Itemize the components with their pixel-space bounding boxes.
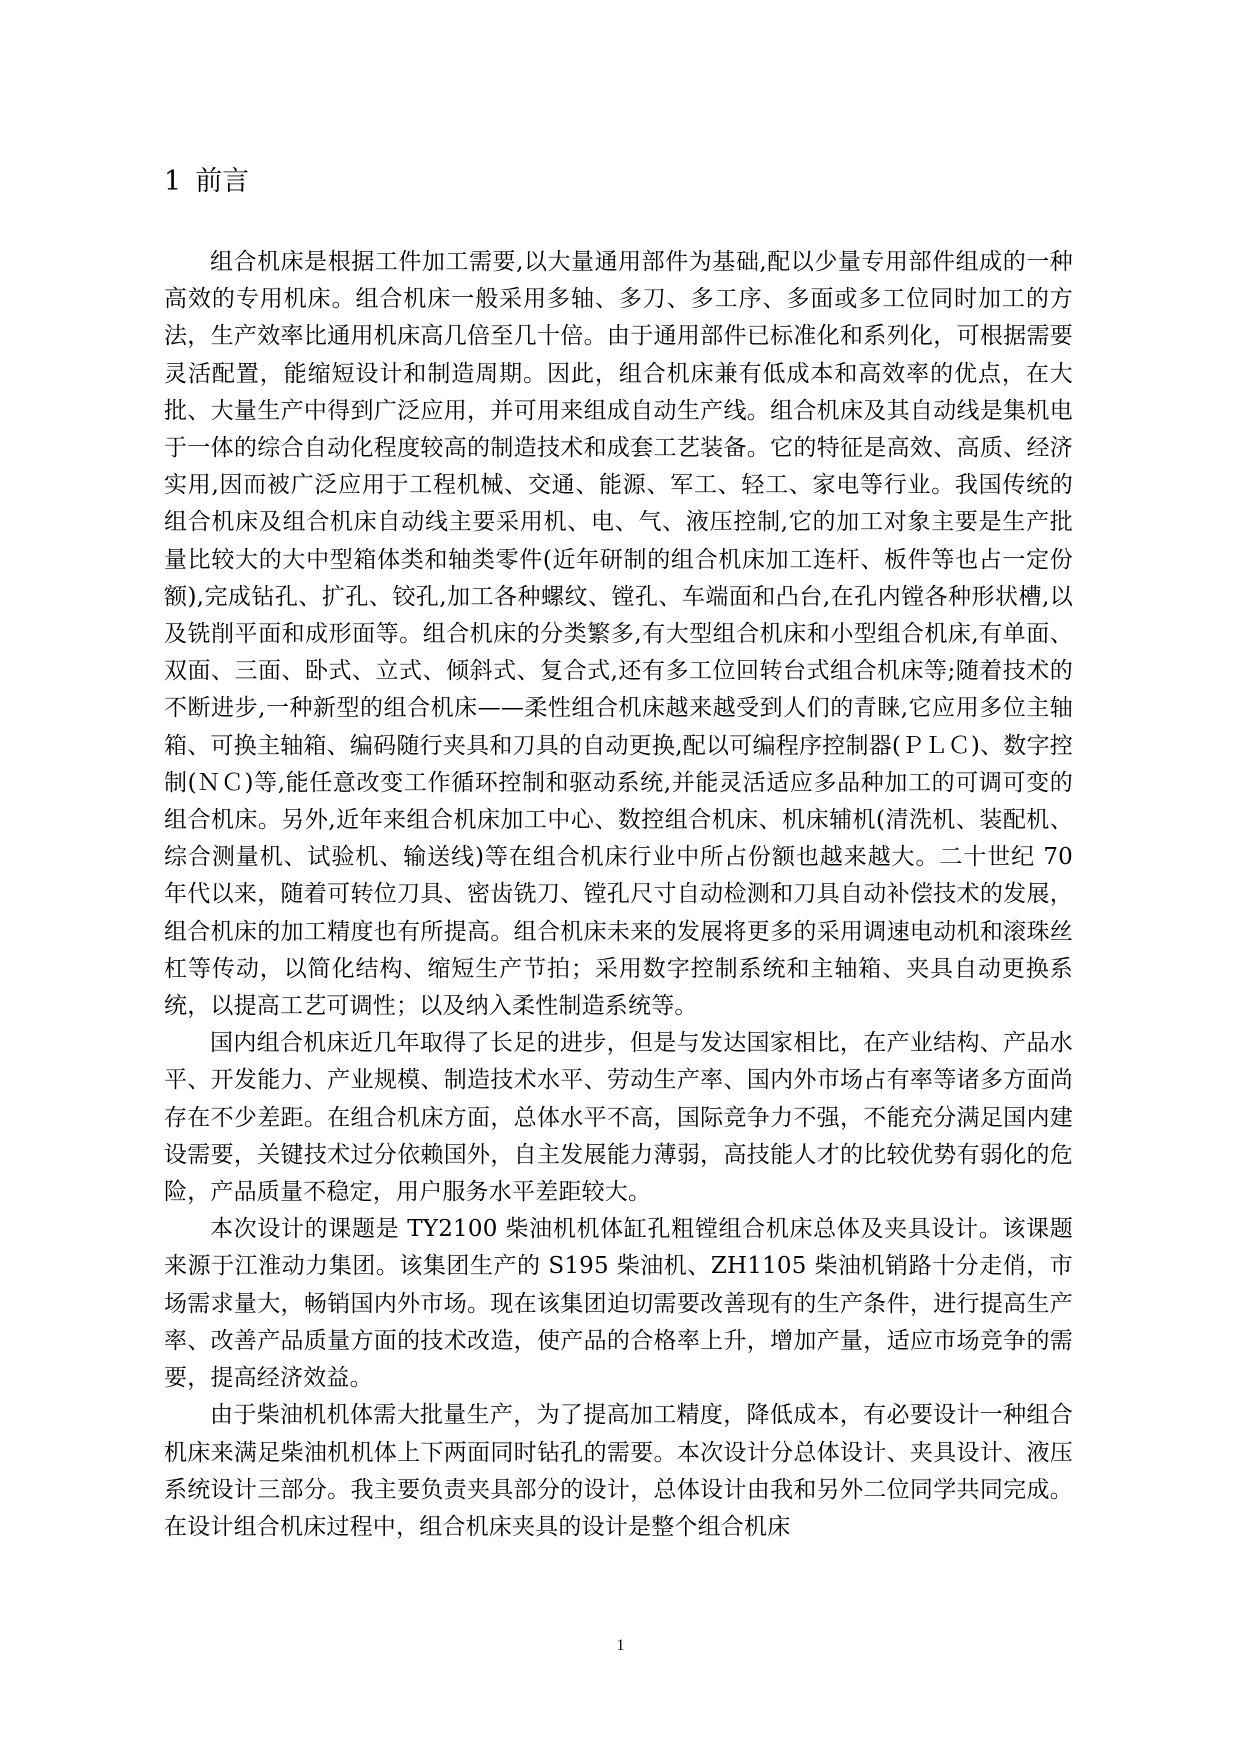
- section-title: 前言: [195, 166, 250, 197]
- paragraph-design-scope: 由于柴油机机体需大批量生产，为了提高加工精度，降低成本，有必要设计一种组合机床来满足柴油机机体上下两面同时钻孔的需要。本次设计分总体设计、夹具设计、液压系统设计三部分。我主要负责夹具部分的设计，总体设计由我和另外二位同学共同完成。在设计组合机床过程中，组合机床夹具的设计是整个组合机床: [164, 1402, 1073, 1540]
- paragraph-design-topic: 本次设计的课题是 TY2100 柴油机机体缸孔粗镗组合机床总体及夹具设计。该课题来源于江淮动力集团。该集团生产的 S195 柴油机、ZH1105 柴油机销路十分走俏，市场需求量大，畅销国内外市场。现在该集团迫切需要改善现有的生产条件，进行提高生产率、改善产品质量方面的技术改造，使产品的合格率上升，增加产量，适应市场竞争的需要，提高经济效益。: [164, 1216, 1073, 1392]
- page-number: 1: [616, 1637, 625, 1654]
- body-text: [164, 244, 1073, 1546]
- paragraph-intro: 组合机床是根据工件加工需要,以大量通用部件为基础,配以少量专用部件组成的一种高效的专用机床。组合机床一般采用多轴、多刀、多工序、多面或多工位同时加工的方法，生产效率比通用机床高几倍至几十倍。由于通用部件已标准化和系列化，可根据需要灵活配置，能缩短设计和制造周期。因此，组合机床兼有低成本和高效率的优点，在大批、大量生产中得到广泛应用，并可用来组成自动生产线。组合机床及其自动线是集机电于一体的综合自动化程度较高的制造技术和成套工艺装备。它的特征是高效、高质、经济实用,因而被广泛应用于工程机械、交通、能源、军工、轻工、家电等行业。我国传统的组合机床及组合机床自动线主要采用机、电、气、液压控制,它的加工对象主要是生产批量比较大的大中型箱体类和轴类零件(近年研制的组合机床加工连杆、板件等也占一定份额),完成钻孔、扩孔、铰孔,加工各种螺纹、镗孔、车端面和凸台,在孔内镗各种形状槽,以及铣削平面和成形面等。组合机床的分类繁多,有大型组合机床和小型组合机床,有单面、双面、三面、卧式、立式、倾斜式、复合式,还有多工位回转台式组合机床等;随着技术的不断进步,一种新型的组合机床——柔性组合机床越来越受到人们的青睐,它应用多位主轴箱、可换主轴箱、编码随行夹具和刀具的自动更换,配以可编程序控制器(ＰＬＣ)、数字控制(ＮＣ)等,能任意改变工作循环控制和驱动系统,并能灵活适应多品种加工的可调可变的组合机床。另外,近年来组合机床加工中心、数控组合机床、机床辅机(清洗机、装配机、综合测量机、试验机、输送线)等在组合机床行业中所占份额也越来越大。二十世纪 70 年代以来，随着可转位刀具、密齿铣刀、镗孔尺寸自动检测和刀具自动补偿技术的发展，组合机床的加工精度也有所提高。组合机床未来的发展将更多的采用调速电动机和滚珠丝杠等传动，以简化结构、缩短生产节拍；采用数字控制系统和主轴箱、夹具自动更换系统，以提高工艺可调性；以及纳入柔性制造系统等。: [164, 249, 1073, 1020]
- section-heading: [164, 162, 249, 202]
- paragraph-domestic-status: 国内组合机床近几年取得了长足的进步，但是与发达国家相比，在产业结构、产品水平、开发能力、产业规模、制造技术水平、劳动生产率、国内外市场占有率等诸多方面尚存在不少差距。在组合机床方面，总体水平不高，国际竞争力不强，不能充分满足国内建设需要，关键技术过分依赖国外，自主发展能力薄弱，高技能人才的比较优势有弱化的危险，产品质量不稳定，用户服务水平差距较大。: [164, 1030, 1073, 1206]
- section-number: 1: [164, 166, 182, 197]
